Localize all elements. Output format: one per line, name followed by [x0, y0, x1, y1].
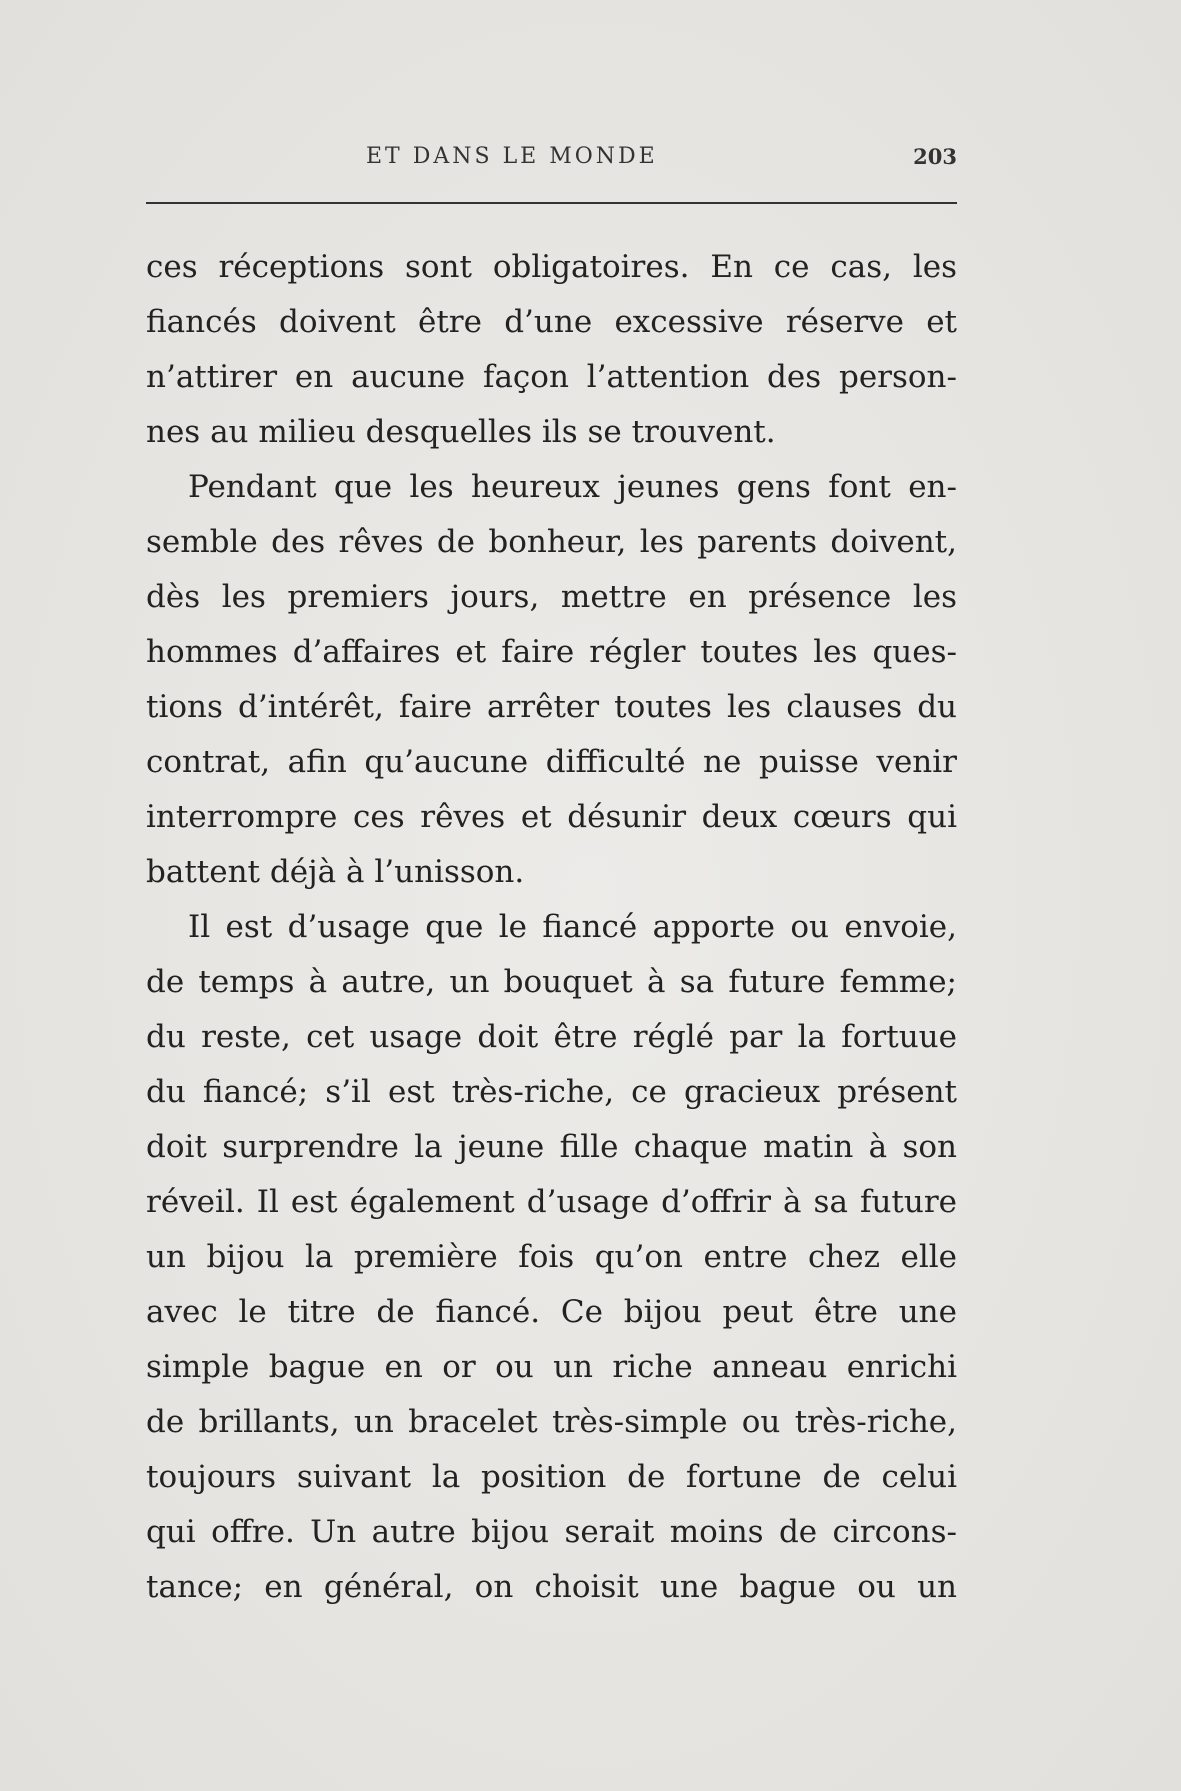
- text-line: ces réceptions sont obligatoires. En ce cas, les: [146, 249, 957, 285]
- text-line: Pendant que les heureux jeunes gens font en-: [188, 469, 957, 505]
- text-line: hommes d’affaires et faire régler toutes les ques-: [146, 634, 957, 670]
- text-line: toujours suivant la position de fortune de celui: [146, 1459, 957, 1495]
- text-line: doit surprendre la jeune fille chaque matin à son: [146, 1129, 957, 1165]
- running-title: ET DANS LE MONDE: [366, 144, 658, 169]
- text-line: avec le titre de fiancé. Ce bijou peut être une: [146, 1294, 957, 1330]
- text-line: de temps à autre, un bouquet à sa future femme;: [146, 964, 957, 1000]
- text-line: contrat, afin qu’aucune difficulté ne puisse venir: [146, 744, 957, 780]
- text-line: battent déjà à l’unisson.: [146, 854, 525, 890]
- text-line: du reste, cet usage doit être réglé par la fortuue: [146, 1019, 957, 1055]
- body-text: [146, 240, 957, 1615]
- text-line: interrompre ces rêves et désunir deux cœurs qui: [146, 799, 957, 835]
- text-line: nes au milieu desquelles ils se trouvent.: [146, 414, 776, 450]
- running-header: [146, 144, 957, 178]
- text-line: simple bague en or ou un riche anneau enrichi: [146, 1349, 957, 1385]
- header-rule: [146, 202, 957, 204]
- text-line: Il est d’usage que le fiancé apporte ou envoie,: [188, 909, 957, 945]
- text-line: tions d’intérêt, faire arrêter toutes les clauses du: [146, 689, 957, 725]
- text-line: dès les premiers jours, mettre en présence les: [146, 579, 957, 615]
- text-line: réveil. Il est également d’usage d’offrir à sa future: [146, 1184, 957, 1220]
- text-line: du fiancé; s’il est très-riche, ce gracieux présent: [146, 1074, 957, 1110]
- text-line: qui offre. Un autre bijou serait moins de circons-: [146, 1514, 957, 1550]
- text-line: tance; en général, on choisit une bague ou un: [146, 1569, 957, 1605]
- text-line: de brillants, un bracelet très-simple ou très-riche,: [146, 1404, 957, 1440]
- text-line: n’attirer en aucune façon l’attention des person-: [146, 359, 957, 395]
- text-line: fiancés doivent être d’une excessive réserve et: [146, 304, 957, 340]
- text-line: semble des rêves de bonheur, les parents doivent,: [146, 524, 957, 560]
- page-number: 203: [913, 144, 957, 169]
- text-line: un bijou la première fois qu’on entre chez elle: [146, 1239, 957, 1275]
